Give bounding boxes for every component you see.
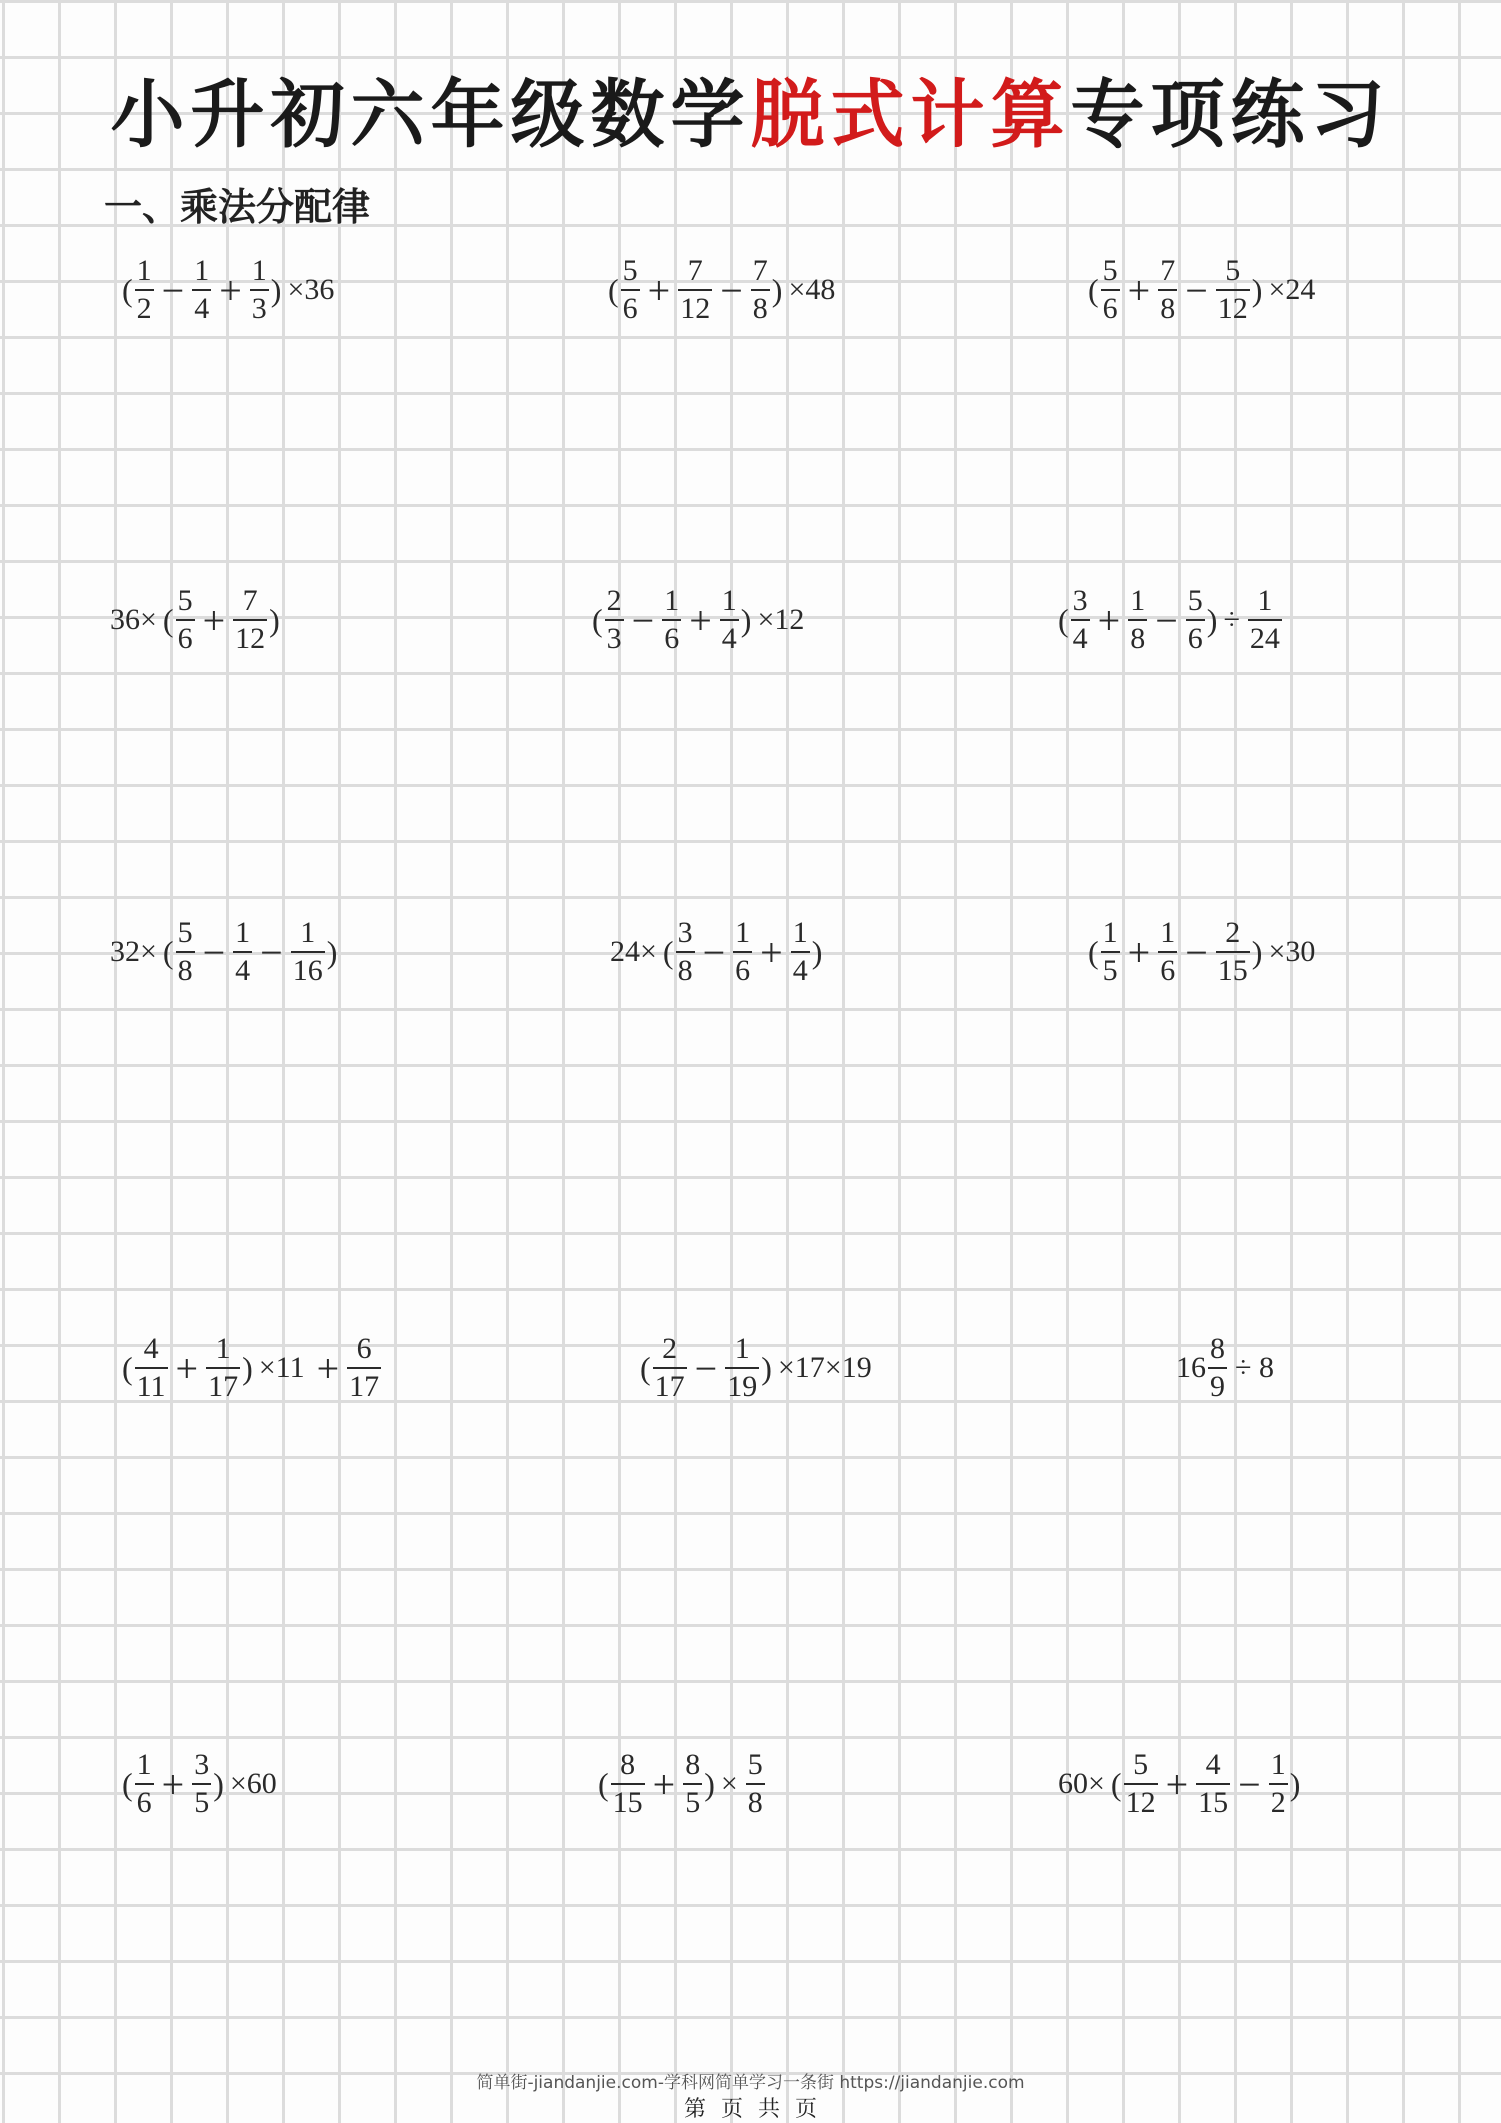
fraction: $\frac{1}{19}$: [727, 1332, 758, 1403]
fraction: $\frac{1}{2}$: [136, 254, 152, 325]
fraction: $\frac{1}{5}$: [1102, 916, 1118, 987]
fraction: $\frac{1}{17}$: [208, 1332, 239, 1403]
fraction: $\frac{2}{15}$: [1217, 916, 1248, 987]
problem-10: ( $\frac{4}{11}$ + $\frac{1}{17}$ ) ×11 + $\frac{6}{17}$: [122, 1332, 380, 1403]
fraction: $\frac{3}{8}$: [677, 916, 693, 987]
problem-11: ( $\frac{2}{17}$ − $\frac{1}{19}$ ) ×17×19: [640, 1332, 872, 1403]
fraction: $\frac{3}{4}$: [1072, 584, 1088, 655]
fraction: $\frac{1}{4}$: [721, 584, 737, 655]
fraction: $\frac{5}{12}$: [1217, 254, 1248, 325]
fraction: $\frac{8}{9}$: [1210, 1332, 1225, 1403]
fraction: $\frac{1}{16}$: [292, 916, 323, 987]
fraction: $\frac{1}{4}$: [792, 916, 808, 987]
fraction: $\frac{1}{2}$: [1270, 1748, 1286, 1819]
problem-14: ( $\frac{8}{15}$ + $\frac{8}{5}$ ) × $\frac{5}{8}$: [598, 1748, 763, 1819]
problem-8: 24× ( $\frac{3}{8}$ − $\frac{1}{6}$ + $\frac{1}{4}$ ): [610, 916, 823, 987]
section-heading: 一、乘法分配律: [104, 185, 371, 229]
problem-1: ( $\frac{1}{2}$ − $\frac{1}{4}$ + $\frac{1}{3}$ ) ×36: [122, 254, 335, 325]
fraction: $\frac{3}{5}$: [194, 1748, 210, 1819]
fraction: $\frac{1}{6}$: [136, 1748, 152, 1819]
fraction: $\frac{1}{24}$: [1249, 584, 1280, 655]
fraction: $\frac{2}{3}$: [606, 584, 622, 655]
fraction: $\frac{5}{6}$: [622, 254, 638, 325]
problem-2: ( $\frac{5}{6}$ + $\frac{7}{12}$ − $\frac{7}{8}$ ) ×48: [608, 254, 836, 325]
problem-7: 32× ( $\frac{5}{8}$ − $\frac{1}{4}$ − $\frac{1}{16}$ ): [110, 916, 338, 987]
fraction: $\frac{4}{15}$: [1198, 1748, 1229, 1819]
fraction: $\frac{5}{6}$: [177, 584, 193, 655]
fraction: $\frac{7}{12}$: [235, 584, 266, 655]
problem-12: 16 $\frac{8}{9}$ ÷ 8: [1176, 1332, 1274, 1403]
fraction: $\frac{2}{17}$: [654, 1332, 685, 1403]
fraction: $\frac{6}{17}$: [349, 1332, 380, 1403]
title-highlight: 脱式计算: [750, 72, 1071, 158]
fraction: $\frac{1}{4}$: [194, 254, 210, 325]
problem-15: 60× ( $\frac{5}{12}$ + $\frac{4}{15}$ − $\frac{1}{2}$ ): [1058, 1748, 1301, 1819]
fraction: $\frac{5}{8}$: [177, 916, 193, 987]
fraction: $\frac{5}{12}$: [1125, 1748, 1156, 1819]
problem-4: 36× ( $\frac{5}{6}$ + $\frac{7}{12}$ ): [110, 584, 280, 655]
fraction: $\frac{4}{11}$: [136, 1332, 166, 1403]
fraction: $\frac{1}{3}$: [251, 254, 267, 325]
fraction: $\frac{5}{6}$: [1102, 254, 1118, 325]
problem-3: ( $\frac{5}{6}$ + $\frac{7}{8}$ − $\frac{5}{12}$ ) ×24: [1088, 254, 1316, 325]
fraction: $\frac{7}{8}$: [1160, 254, 1176, 325]
problem-9: ( $\frac{1}{5}$ + $\frac{1}{6}$ − $\frac{2}{15}$ ) ×30: [1088, 916, 1316, 987]
fraction: $\frac{8}{5}$: [685, 1748, 701, 1819]
page-number: 第 页 共 页: [684, 2097, 817, 2122]
fraction: $\frac{5}{6}$: [1187, 584, 1203, 655]
problem-5: ( $\frac{2}{3}$ − $\frac{1}{6}$ + $\frac{1}{4}$ ) ×12: [592, 584, 805, 655]
fraction: $\frac{1}{6}$: [1160, 916, 1176, 987]
fraction: $\frac{7}{12}$: [680, 254, 711, 325]
fraction: $\frac{1}{8}$: [1130, 584, 1146, 655]
fraction: $\frac{8}{15}$: [612, 1748, 643, 1819]
fraction: $\frac{5}{8}$: [747, 1748, 763, 1819]
problem-13: ( $\frac{1}{6}$ + $\frac{3}{5}$ ) ×60: [122, 1748, 277, 1819]
fraction: $\frac{7}{8}$: [752, 254, 768, 325]
fraction: $\frac{1}{6}$: [735, 916, 751, 987]
fraction: $\frac{1}{4}$: [235, 916, 251, 987]
page-title: 小升初六年级数学脱式计算专项练习: [110, 72, 1391, 158]
fraction: $\frac{1}{6}$: [664, 584, 680, 655]
footer-source: 简单街-jiandanjie.com-学科网简单学习一条街 https://jiandanjie.com: [476, 2073, 1025, 2093]
problem-6: ( $\frac{3}{4}$ + $\frac{1}{8}$ − $\frac{5}{6}$ ) ÷ $\frac{1}{24}$: [1058, 584, 1280, 655]
